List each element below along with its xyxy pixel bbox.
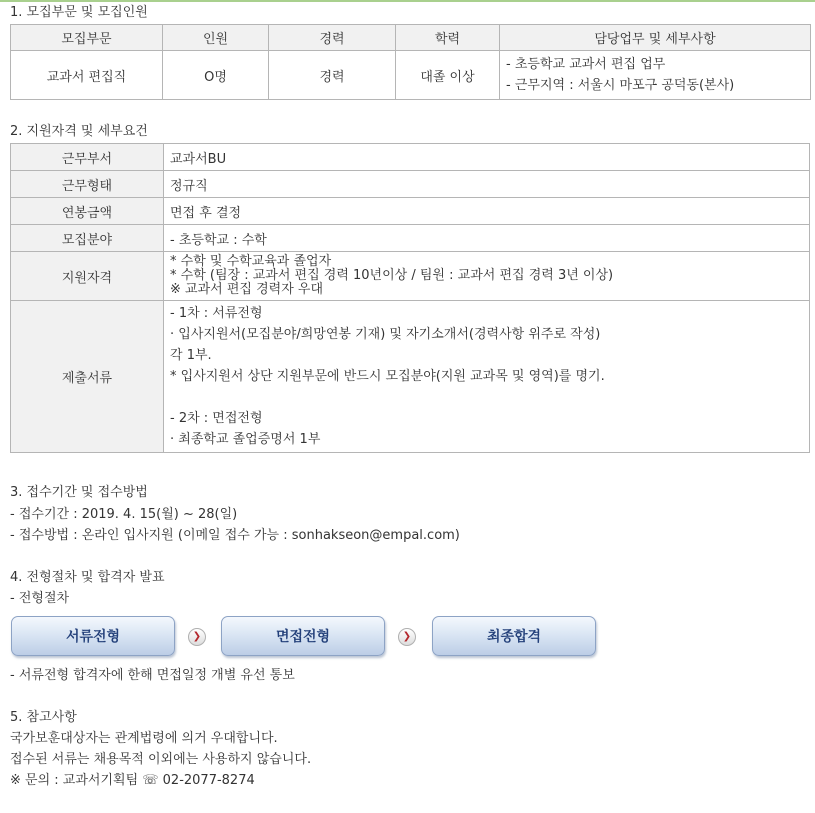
qualification-line-2: * 수학 (팀장 : 교과서 편집 경력 10년이상 / 팀원 : 교과서 편집 경력 3년 이상) bbox=[170, 268, 614, 283]
section-4-title: 4. 전형절차 및 합격자 발표 bbox=[10, 570, 165, 585]
table-row bbox=[11, 51, 811, 100]
label-qualification: 지원자격 bbox=[11, 252, 164, 301]
documents-line-1: - 1차 : 서류전형 bbox=[170, 306, 263, 321]
cell-count: O명 bbox=[163, 51, 269, 100]
header-count: 인원 bbox=[163, 25, 269, 51]
table-row bbox=[11, 144, 810, 171]
value-documents bbox=[164, 301, 810, 453]
cell-duty bbox=[500, 51, 811, 100]
table-row bbox=[11, 252, 810, 301]
section-5-title: 5. 참고사항 bbox=[10, 710, 77, 725]
process-note: - 서류전형 합격자에 한해 면접일정 개별 유선 통보 bbox=[10, 668, 295, 683]
header-career: 경력 bbox=[269, 25, 396, 51]
value-qualification bbox=[164, 252, 810, 301]
label-salary: 연봉금액 bbox=[11, 198, 164, 225]
cell-career: 경력 bbox=[269, 51, 396, 100]
label-field: 모집분야 bbox=[11, 225, 164, 252]
documents-line-4: * 입사지원서 상단 지원부문에 반드시 모집분야(지원 교과목 및 영역)를 명기. bbox=[170, 369, 605, 384]
section-3-title: 3. 접수기간 및 접수방법 bbox=[10, 485, 148, 500]
label-department: 근무부서 bbox=[11, 144, 164, 171]
cell-dept: 교과서 편집직 bbox=[11, 51, 163, 100]
application-period: - 접수기간 : 2019. 4. 15(월) ~ 28(일) bbox=[10, 507, 238, 522]
chevron-right-icon: ❯ bbox=[188, 628, 206, 646]
table-row bbox=[11, 225, 810, 252]
documents-line-6: · 최종학교 졸업증명서 1부 bbox=[170, 432, 321, 447]
documents-line-2: · 입사지원서(모집분야/희망연봉 기재) 및 자기소개서(경력사항 위주로 작성) bbox=[170, 327, 601, 342]
table-row bbox=[11, 301, 810, 453]
step-document-screening: 서류전형 bbox=[11, 616, 175, 656]
step-interview: 면접전형 bbox=[221, 616, 385, 656]
process-label: - 전형절차 bbox=[10, 591, 70, 606]
recruit-header-row bbox=[11, 25, 811, 51]
value-salary: 면접 후 결정 bbox=[164, 198, 810, 225]
value-field: - 초등학교 : 수학 bbox=[164, 225, 810, 252]
table-row bbox=[11, 171, 810, 198]
duty-line-1: - 초등학교 교과서 편집 업무 bbox=[506, 57, 666, 72]
label-employment-type: 근무형태 bbox=[11, 171, 164, 198]
duty-line-2: - 근무지역 : 서울시 마포구 공덕동(본사) bbox=[506, 78, 735, 93]
cell-education: 대졸 이상 bbox=[396, 51, 500, 100]
table-row bbox=[11, 198, 810, 225]
header-dept: 모집부문 bbox=[11, 25, 163, 51]
section-2-title: 2. 지원자격 및 세부요건 bbox=[10, 124, 148, 139]
documents-line-5: - 2차 : 면접전형 bbox=[170, 411, 263, 426]
documents-line-3: 각 1부. bbox=[170, 348, 212, 363]
label-documents: 제출서류 bbox=[11, 301, 164, 453]
recruit-table bbox=[10, 24, 811, 100]
qualification-line-1: * 수학 및 수학교육과 졸업자 bbox=[170, 254, 332, 269]
header-education: 학력 bbox=[396, 25, 500, 51]
value-employment-type: 정규직 bbox=[164, 171, 810, 198]
step-final-pass: 최종합격 bbox=[432, 616, 596, 656]
note-line-3: ※ 문의 : 교과서기획팀 ☏ 02-2077-8274 bbox=[10, 773, 255, 788]
top-divider bbox=[0, 0, 815, 2]
qualification-line-3: ※ 교과서 편집 경력자 우대 bbox=[170, 282, 324, 297]
chevron-right-icon: ❯ bbox=[398, 628, 416, 646]
value-department: 교과서BU bbox=[164, 144, 810, 171]
requirements-table bbox=[10, 143, 810, 453]
header-duty: 담당업무 및 세부사항 bbox=[500, 25, 811, 51]
section-1-title: 1. 모집부문 및 모집인원 bbox=[10, 5, 148, 20]
note-line-2: 접수된 서류는 채용목적 이외에는 사용하지 않습니다. bbox=[10, 752, 312, 767]
application-method: - 접수방법 : 온라인 입사지원 (이메일 접수 가능 : sonhakseon@empal.com) bbox=[10, 528, 460, 543]
note-line-1: 국가보훈대상자는 관계법령에 의거 우대합니다. bbox=[10, 731, 278, 746]
documents-spacer bbox=[170, 387, 809, 408]
